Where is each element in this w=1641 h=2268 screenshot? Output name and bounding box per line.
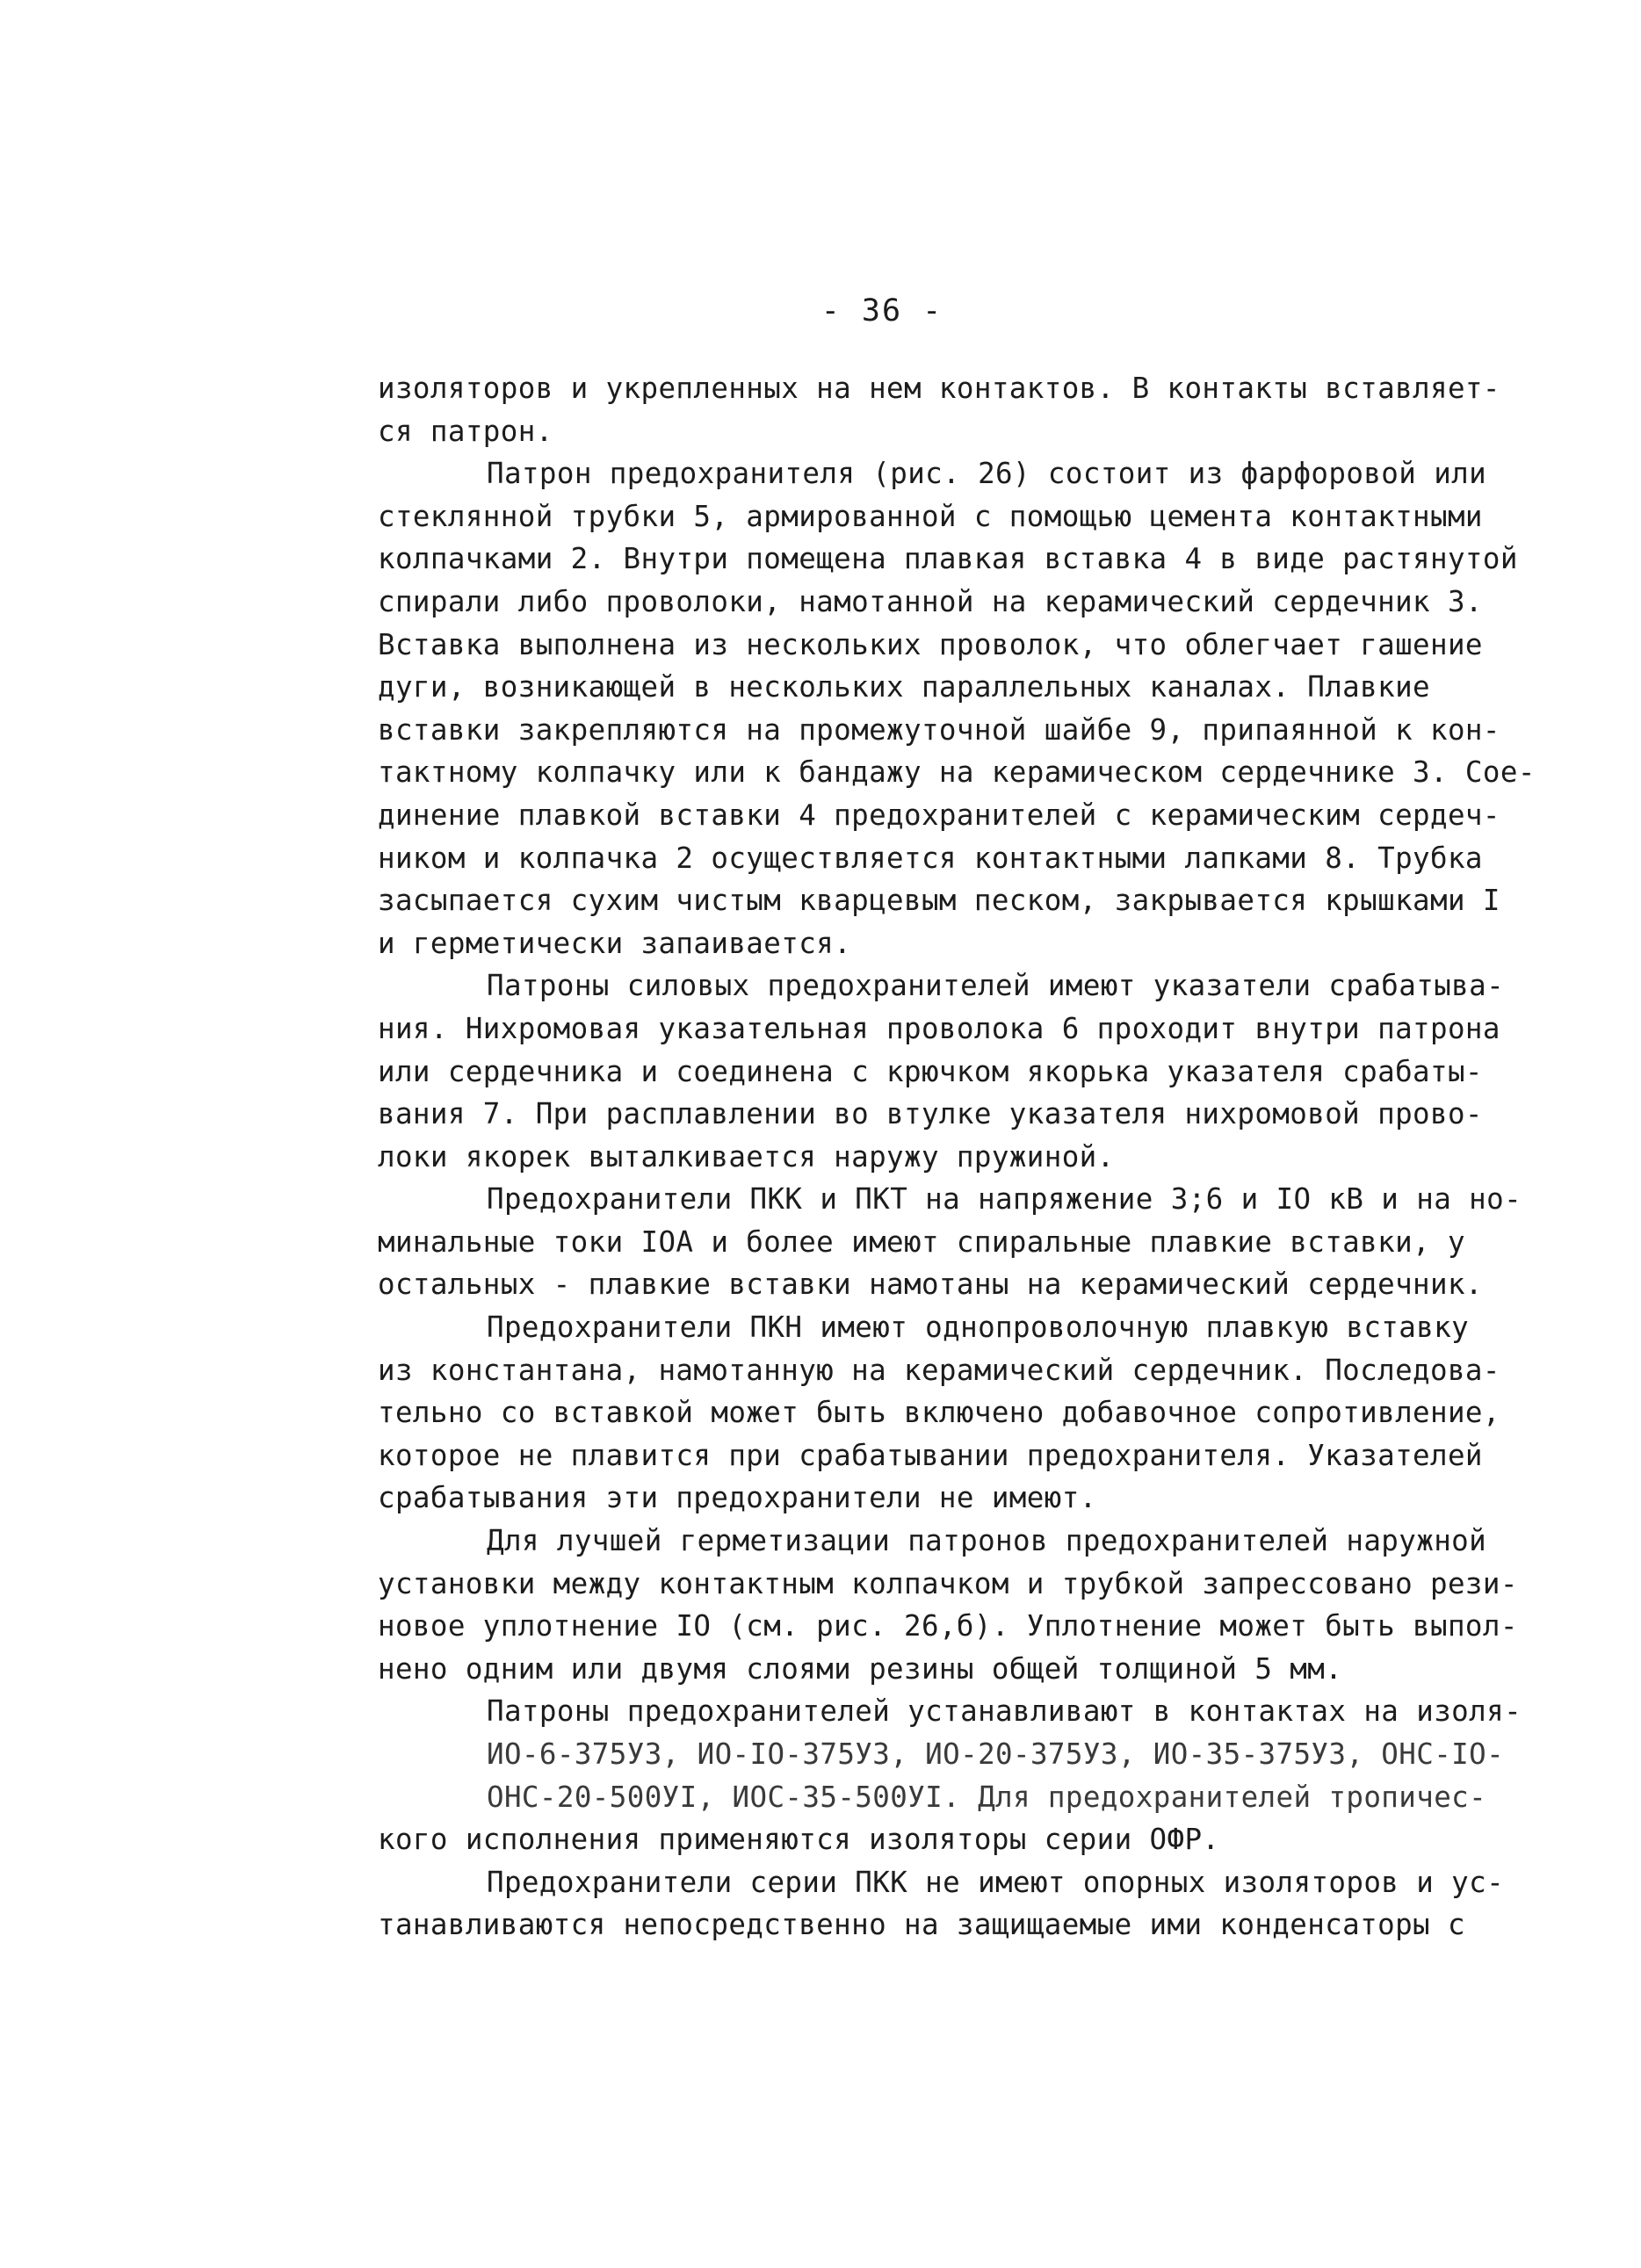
text-line: ОНС-20-500УI, ИОС-35-500УI. Для предохранителей тропичес- xyxy=(487,1780,1487,1814)
text-line: динение плавкой вставки 4 предохранителей с керамическим сердеч- xyxy=(378,798,1500,832)
text-line: минальные токи IOA и более имеют спиральные плавкие вставки, у xyxy=(378,1224,1465,1259)
text-line: установки между контактным колпачком и трубкой запрессовано рези- xyxy=(378,1566,1518,1600)
text-line: кого исполнения применяются изоляторы серии ОФР. xyxy=(378,1823,1220,1857)
page-number: - 36 - xyxy=(820,293,943,329)
paragraph-start-line: Предохранители ПКН имеют однопроволочную плавкую вставку xyxy=(487,1311,1470,1345)
text-line: нено одним или двумя слоями резины общей толщиной 5 мм. xyxy=(378,1651,1343,1686)
text-line: стеклянной трубки 5, армированной с помощью цемента контактными xyxy=(378,499,1483,533)
text-line: засыпается сухим чистым кварцевым песком, закрывается крышками I xyxy=(378,884,1500,918)
text-line: или сердечника и соединена с крючком якорька указателя срабаты- xyxy=(378,1054,1483,1088)
paragraph-start-line: Для лучшей герметизации патронов предохранителей наружной xyxy=(487,1524,1487,1558)
text-line: вставки закрепляются на промежуточной шайбе 9, припаянной к кон- xyxy=(378,712,1500,747)
text-line: срабатывания эти предохранители не имеют. xyxy=(378,1481,1097,1515)
text-line: которое не плавится при срабатывании предохранителя. Указателей xyxy=(378,1438,1483,1472)
text-line: вания 7. При расплавлении во втулке указателя нихромовой прово- xyxy=(378,1097,1483,1131)
text-line: дуги, возникающей в нескольких параллельных каналах. Плавкие xyxy=(378,670,1430,704)
text-line: колпачками 2. Внутри помещена плавкая вставка 4 в виде растянутой xyxy=(378,542,1518,576)
text-line: ником и колпачка 2 осуществляется контактными лапками 8. Трубка xyxy=(378,841,1483,875)
text-line: спирали либо проволоки, намотанной на керамический сердечник 3. xyxy=(378,584,1483,618)
paragraph-start-line: Предохранители ПКК и ПКТ на напряжение 3;6 и IO кВ и на но- xyxy=(487,1182,1522,1217)
text-line: танавливаются непосредственно на защищаемые ими конденсаторы с xyxy=(378,1908,1465,1942)
text-line: Вставка выполнена из нескольких проволок, что облегчает гашение xyxy=(378,627,1483,661)
text-line: тактному колпачку или к бандажу на керамическом сердечнике 3. Сое- xyxy=(378,755,1536,790)
text-line: ния. Нихромовая указательная проволока 6 проходит внутри патрона xyxy=(378,1011,1500,1045)
text-line: локи якорек выталкивается наружу пружиной. xyxy=(378,1139,1115,1174)
text-line: из константана, намотанную на керамический сердечник. Последова- xyxy=(378,1353,1500,1387)
paragraph-start-line: Патроны предохранителей устанавливают в контактах на изоля- xyxy=(487,1694,1522,1729)
paragraph-start-line: Предохранители серии ПКК не имеют опорных изоляторов и ус- xyxy=(487,1865,1505,1899)
paragraph-start-line: Патроны силовых предохранителей имеют указатели срабатыва- xyxy=(487,969,1505,1003)
paragraph-start-line: Патрон предохранителя (рис. 26) состоит из фарфоровой или xyxy=(487,457,1487,491)
text-line: изоляторов и укрепленных на нем контактов. В контакты вставляет- xyxy=(378,372,1500,405)
text-line: и герметически запаивается. xyxy=(378,926,852,960)
text-line: ИО-6-375УЗ, ИО-IO-375УЗ, ИО-20-375УЗ, ИО-35-375УЗ, ОНС-IO- xyxy=(487,1737,1505,1771)
text-line: ся патрон. xyxy=(378,414,553,448)
text-line: остальных - плавкие вставки намотаны на керамический сердечник. xyxy=(378,1268,1483,1302)
text-line: тельно со вставкой может быть включено добавочное сопротивление, xyxy=(378,1396,1500,1430)
document-body xyxy=(378,367,1537,1947)
text-line: новое уплотнение IO (см. рис. 26,б). Уплотнение может быть выпол- xyxy=(378,1609,1518,1643)
